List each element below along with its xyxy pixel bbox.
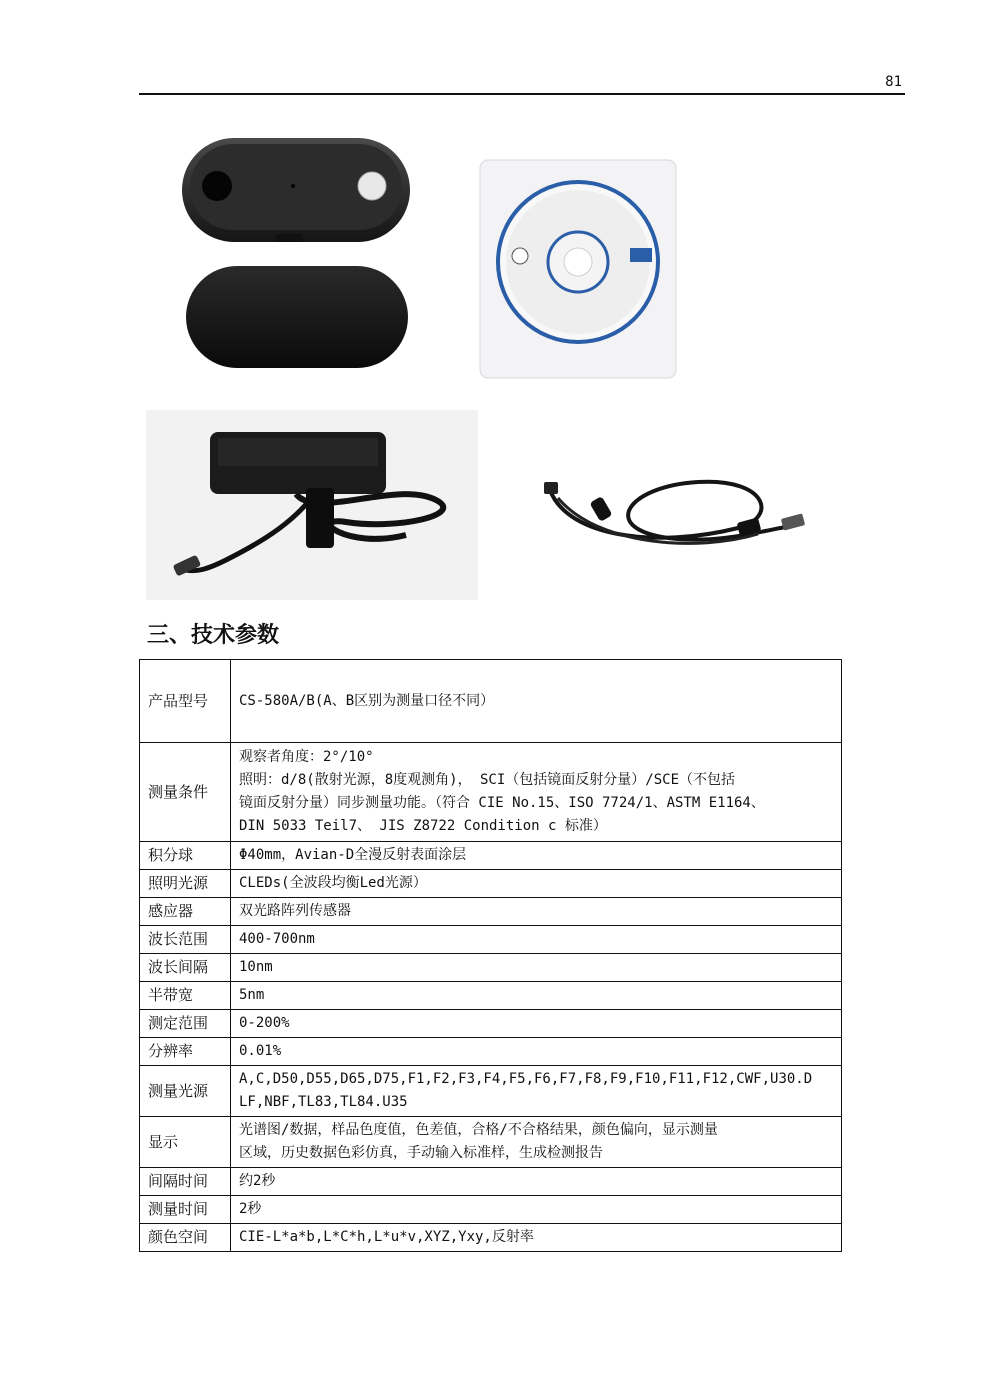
spec-name: 感应器 [140,898,231,926]
usb-cable-photo [538,468,808,558]
spec-row [140,743,842,842]
spec-row [140,1010,842,1038]
spec-name: 测量时间 [140,1196,231,1224]
disc-logo-icon [512,248,528,264]
spec-value: CLEDs(全波段均衡Led光源） [231,870,842,898]
spec-row [140,1196,842,1224]
spec-name: 波长间隔 [140,954,231,982]
calibration-white-icon [358,172,386,200]
page-number: 81 [885,74,902,90]
device-case-photo [176,134,416,374]
spec-value: 0.01% [231,1038,842,1066]
spec-value: 双光路阵列传感器 [231,898,842,926]
spec-value: A,C,D50,D55,D65,D75,F1,F2,F3,F4,F5,F6,F7,F8,F9,F10,F11,F12,CWF,U30.D LF,NBF,TL83,TL84.U35 [231,1066,842,1117]
spec-value: 5nm [231,982,842,1010]
spec-name: 测量条件 [140,743,231,842]
spec-row [140,898,842,926]
spec-table [139,659,842,1252]
spec-row [140,982,842,1010]
spec-value: 观察者角度：2°/10° 照明：d/8(散射光源，8度观测角)， SCI（包括镜面反射分量）/SCE（不包括 镜面反射分量）同步测量功能。（符合 CIE No.15、ISO 7724/1、ASTM E1164、 DIN 5033 Teil7、 JIS Z8722 Condition c 标准） [231,743,842,842]
spec-name: 照明光源 [140,870,231,898]
spec-name: 颜色空间 [140,1224,231,1252]
section-heading: 三、技术参数 [147,623,280,648]
spec-name: 测定范围 [140,1010,231,1038]
disc-brand-icon [630,248,652,262]
spec-row [140,954,842,982]
spec-name: 间隔时间 [140,1168,231,1196]
spec-row [140,870,842,898]
spec-name: 显示 [140,1117,231,1168]
spec-value: 10nm [231,954,842,982]
spec-value: CS-580A/B(A、B区别为测量口径不同） [231,660,842,743]
spec-name: 半带宽 [140,982,231,1010]
spec-value: 400-700nm [231,926,842,954]
spec-name: 积分球 [140,842,231,870]
spec-value: 2秒 [231,1196,842,1224]
spec-value: 约2秒 [231,1168,842,1196]
spec-row [140,842,842,870]
spec-name: 产品型号 [140,660,231,743]
spec-row [140,1168,842,1196]
spec-row [140,1117,842,1168]
spec-value: Φ40mm，Avian-D全漫反射表面涂层 [231,842,842,870]
spec-row [140,926,842,954]
spec-name: 测量光源 [140,1066,231,1117]
spec-row [140,1038,842,1066]
spec-row [140,1224,842,1252]
spec-row [140,1066,842,1117]
spec-name: 波长范围 [140,926,231,954]
spec-value: 0-200% [231,1010,842,1038]
spec-value: 光谱图/数据，样品色度值，色差值，合格/不合格结果，颜色偏向，显示测量 区域，历史数据色彩仿真，手动输入标准样，生成检测报告 [231,1117,842,1168]
spec-row [140,660,842,743]
header-rule [139,93,905,95]
aperture-icon [202,171,232,201]
power-adapter-photo [146,410,478,600]
spec-value: CIE-L*a*b,L*C*h,L*u*v,XYZ,Yxy,反射率 [231,1224,842,1252]
software-cd-photo [476,156,680,382]
spec-name: 分辨率 [140,1038,231,1066]
